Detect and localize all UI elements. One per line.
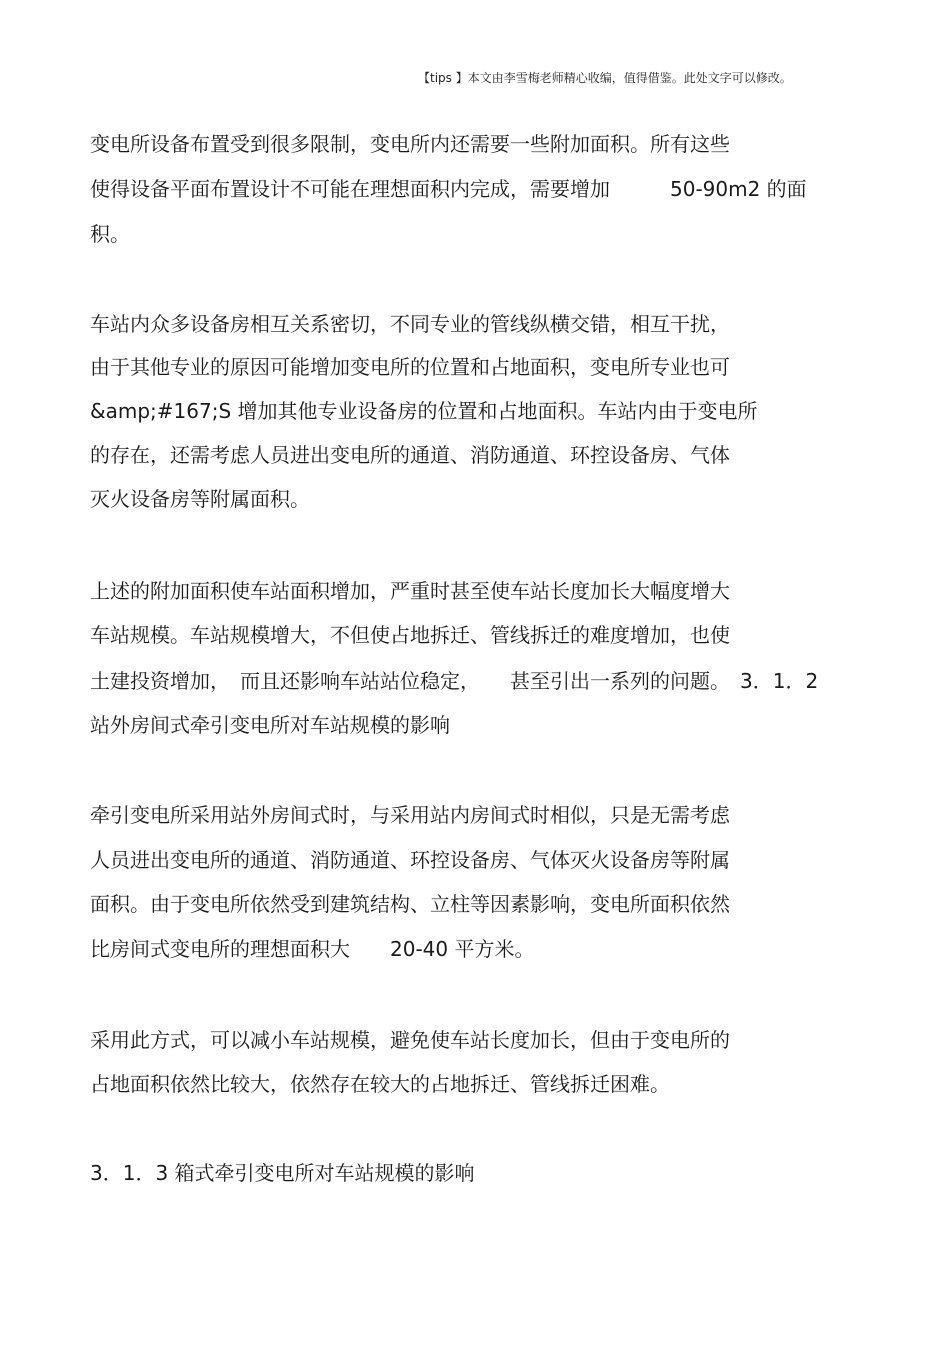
text-line: 车站规模。车站规模增大，不但使占地拆迁、管线拆迁的难度增加，也使	[90, 623, 730, 647]
text-line: 牵引变电所采用站外房间式时，与采用站内房间式时相似，只是无需考虑	[90, 803, 730, 827]
text-line: 变电所设备布置受到很多限制，变电所内还需要一些附加面积。所有这些	[90, 132, 730, 156]
text-line: 灭火设备房等附属面积。	[90, 487, 310, 511]
text-line: 站外房间式牵引变电所对车站规模的影响	[90, 713, 450, 737]
text-line: 车站内众多设备房相互关系密切，不同专业的管线纵横交错，相互干扰，	[90, 312, 730, 336]
text-line: 积。	[90, 222, 130, 246]
text-line: 的存在，还需考虑人员进出变电所的通道、消防通道、环控设备房、气体	[90, 443, 730, 467]
tips-header: 【tips 】本文由李雪梅老师精心收编，值得借鉴。此处文字可以修改。	[418, 71, 792, 85]
text-line: 占地面积依然比较大，依然存在较大的占地拆迁、管线拆迁困难。	[90, 1072, 670, 1096]
text-line: 面积。由于变电所依然受到建筑结构、立柱等因素影响，变电所面积依然	[90, 892, 730, 916]
text-line: 采用此方式，可以减小车站规模，避免使车站长度加长，但由于变电所的	[90, 1028, 730, 1052]
text-line: 土建投资增加， 而且还影响车站站位稳定， 甚至引出一系列的问题。 3．1．2	[90, 669, 819, 693]
text-line: &amp;#167;S 增加其他专业设备房的位置和占地面积。车站内由于变电所	[90, 399, 758, 423]
text-line: 使得设备平面布置设计不可能在理想面积内完成，需要增加 50-90m2 的面	[90, 177, 807, 201]
text-line: 3．1．3 箱式牵引变电所对车站规模的影响	[90, 1161, 475, 1185]
text-line: 上述的附加面积使车站面积增加，严重时甚至使车站长度加长大幅度增大	[90, 579, 730, 603]
text-line: 人员进出变电所的通道、消防通道、环控设备房、气体灭火设备房等附属	[90, 848, 730, 872]
text-line: 比房间式变电所的理想面积大 20-40 平方米。	[90, 937, 535, 961]
text-line: 由于其他专业的原因可能增加变电所的位置和占地面积，变电所专业也可	[90, 355, 730, 379]
